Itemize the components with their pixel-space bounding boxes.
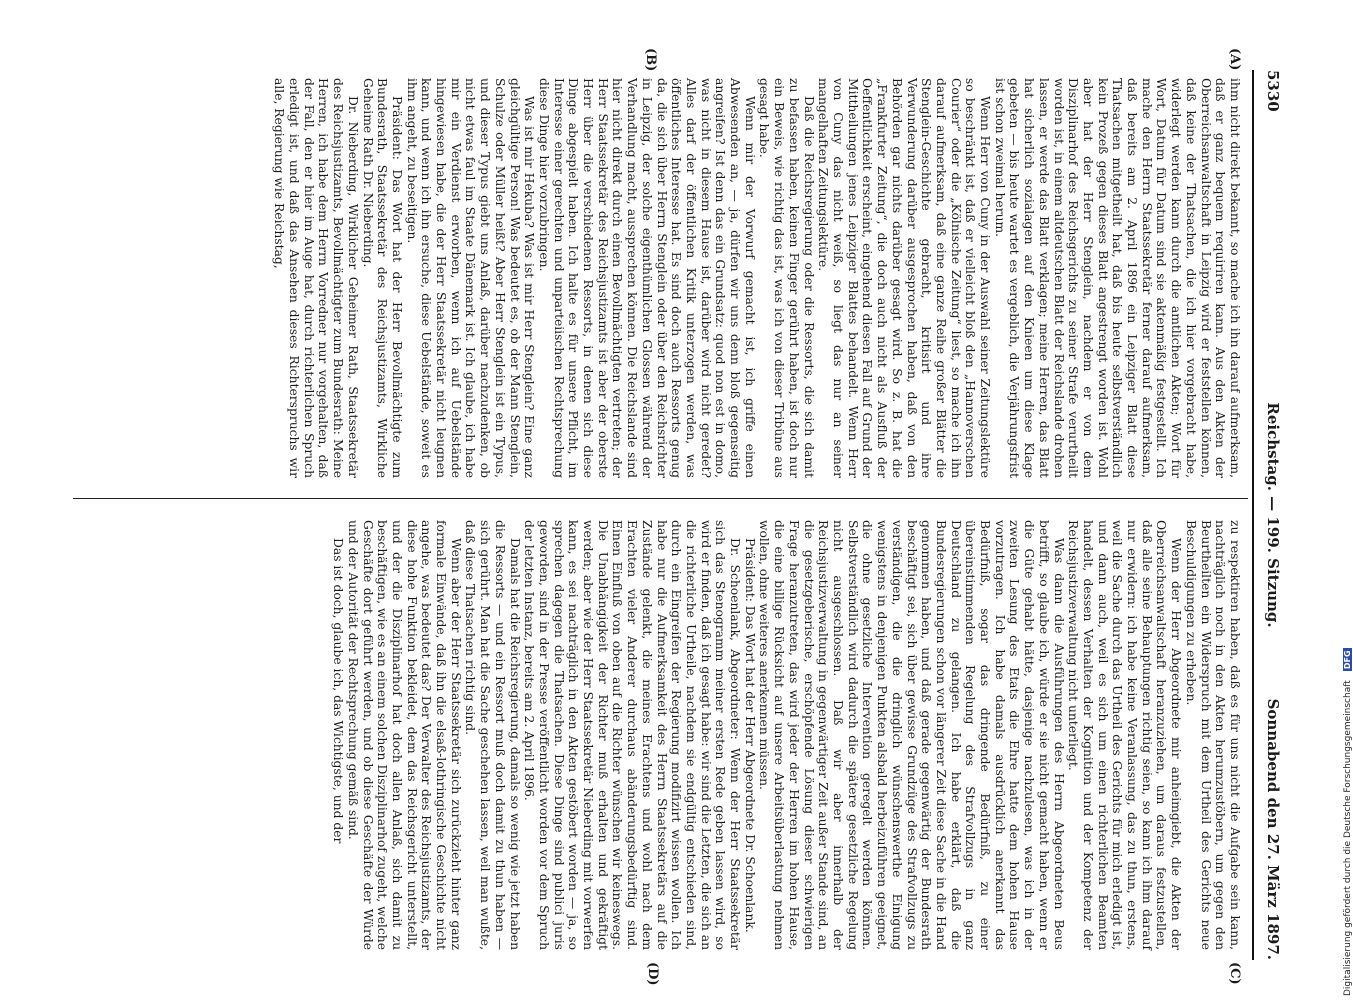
digitization-credit — [1335, 0, 1351, 996]
paragraph: zu respektiren haben, daß es für uns nicht die Aufgabe sein kann, nachträglich noch in den Akten herumzustöbern, um gegen den Beurtheilten ein Widerspruch mit dem Urtheil des Gerichts neue Beschuldigungen zu erheben. — [1183, 520, 1242, 950]
dfg-logo: DFG — [1343, 650, 1352, 670]
paragraph: Dr. Nieberding, Wirklicher Geheimer Rath, Staatssekretär des Reichsjustizamts, Bevollmächtigter zum Bundesrath: Meine Herren, ich habe dem Herrn Vorredner nur vorgehalten, daß der Fall, den er hier im Auge hat, durch richterlichen Spruch erledigt ist, und daß das Ansehen dieses Richterspruchs wir alle, Regierung wie Reichstag, — [272, 78, 360, 478]
paragraph: ihm nicht direkt bekannt, so mache ich ihn darauf aufmerksam, daß er ganz bequem requiriren kann. Aus den Akten der Oberreichsanwaltschaft in Leipzig wird er feststellen können, daß keine der Thatsachen, die ich hier vorgebracht habe, widerlegt werden kann durch die amtlichen Akten; Wort für Wort, Datum für Datum sind sie aktenmäßig festgestellt. Ich mache den Herrn Staatssekretär ferner darauf aufmerksam, daß bereits am 2. April 1896 ein Leipziger Blatt diese Thatsachen mitgetheilt hat, daß bis heute selbstverständlich kein Prozeß gegen dieses Blatt angestrengt worden ist. Wohl aber hat der Herr Stenglein, nachdem er von dem Disziplinarhof des Reichsgerichts zu seiner Strafe verurtheilt worden ist, in einem altdeutschen Blatt der Reichslande drohen lassen, er werde das Blatt verklagen; meine Herren, das Blatt hat sicherlich sozialagen auf den Knieen um diese Klage gebeten — bis heute wartet es vergeblich, die Verjährungsfrist ist schon zweimal herum. — [992, 78, 1242, 478]
paragraph: Damals hat die Reichsregierung, damals so wenig wie jetzt haben die Ressorts — und ein Ressort muß doch damit zu thun haben — sich gerührt. Man hat die Sache geschehen lassen, weil man wußte, daß diese Thatsachen richtig sind. — [463, 520, 522, 950]
margin-marker-b: (B) — [643, 48, 658, 72]
paragraph: Wenn mir der Vorwurf gemacht ist, ich griffe einen Abwesenden an, — ja, dürfen wir uns denn bloß gegenseitig angreifen? Ist denn das ein Grundsatz: quod non est in domo, was nicht in diesem Hause ist, darüber wird nicht geredet? Alles darf der öffentlichen Kritik unterzogen werden, was öffentliches Interesse hat. Es sind doch auch Ressorts genug da, die sich über Herrn Stenglein oder über den Reichsrichter in Leipzig, der solche eigenthümlichen Glossen während der Verhandlung macht, aussprechen können. Die Reichslande sind hier nicht direkt durch einen Bevollmächtigten vertreten; der Herr Staatssekretär des Reichsjustizamts ist aber der oberste Herr über die verschiedenen Ressorts, in denen sich diese Dinge abgespielt haben. Ich halte es für unsere Pflicht, im Interesse einer gerechten und unparteiischen Rechtsprechung diese Dinge hier vorzubringen. — [536, 78, 757, 478]
left-column — [272, 78, 1242, 478]
paragraph: Wenn der Herr Abgeordnete mir anheimgiebt, die Akten der Oberreichsanwaltschaft heranzuziehen, um daraus festzustellen, daß alle seine Behauptungen richtig seien, so kann ich ihm darauf nur erwidern: ich habe keine Veranlassung, das zu thun, erstens, weil die Sache durch das Urtheil des Gerichts für mich erledigt ist, und dann auch, weil es sich um einen richterlichen Beamten handelt, dessen Verhalten der Kognition und der Kompetenz der Reichsjustizverwaltung nicht unterliegt. — [1066, 520, 1184, 950]
paragraph: Das ist doch, glaube ich, das Wichtigste, und der — [331, 538, 346, 844]
credit-text: Digitalisierung gefördert durch die Deutsche Forschungsgemeinschaft — [1343, 680, 1353, 996]
margin-marker-c: (C) — [1227, 962, 1242, 985]
right-column — [330, 520, 1242, 950]
paragraph: Dr. Schoenlank, Abgeordneter: Wenn der Herr Staatssekretär sich das Stenogramm meiner ersten Rede geben lassen wird, so wird er finden, daß ich gesagt habe: wir sind die Letzten, die sich an die richterliche Urtheile, nachdem sie endgültig entschieden sind, durch ein Eingreifen der Regierung modifizirt wissen wollen. Ich habe nur die Aufmerksamkeit des Herrn Staatssekretärs auf die Zustände gelenkt, die meines Erachtens und wohl nach dem Erachten vieler Anderer durchaus abänderungsbedürftig sind. Einen Einfluß von oben auf die Richter wünschen wir keineswegs. Die Unabhängigkeit der Richter muß erhalten und gekräftigt werden; aber wie der Herr Staatssekretär Nieberding mit vorwerfen kann, es sei nachträglich in den Akten gestöbert worden — ja, so sprechen dagegen die Thatsachen. Diese Dinge sind publici juris geworden, sind in der Presse veröffentlicht worden vor dem Spruch der letzten Instanz, bereits am 2. April 1896. — [522, 520, 743, 950]
page-number: 5330 — [1264, 70, 1282, 112]
header-rule — [1252, 70, 1254, 960]
page-title: Reichstag. — 199. Sitzung. — [1264, 402, 1282, 628]
margin-marker-a: (A) — [1227, 48, 1242, 71]
paragraph: Wenn Herr von Cuny in der Auswahl seiner Zeitungslektüre so beschränkt ist, daß er vielleicht bloß den „Hannoverschen Courier“ oder die „Kölnische Zeitung“ liest, so mache ich ihn darauf aufmerksam, daß eine ganze Reihe großer Blätter die Stenglein-Geschichte gebracht, kritisirt und ihre Verwunderung darüber ausgesprochen haben, daß von den Behörden gar nichts darüber gesagt wird. So z. B. hat die „Frankfurter Zeitung“, die doch auch nicht als Ausfluß der Oeffentlichkeit erscheint, eingehend diesen Fall auf Grund der Mittheilungen jenes Leipziger Blattes behandelt. Wenn Herr von Cuny das nicht weiß, so liegt das nur an seiner mangelhaften Zeitungslektüre. — [816, 78, 993, 478]
margin-marker-d: (D) — [645, 962, 660, 986]
paragraph: Präsident: Das Wort hat der Herr Bevollmächtigte zum Bundesrath, Staatssekretär des Reichsjustizamts, Wirkliche Geheime Rath Dr. Nieberding. — [360, 78, 404, 478]
paragraph: Was dann die Ausführungen des Herrn Abgeordneten Beus betrifft, so glaube ich, würde er sie nicht gemacht haben, wenn er die Güte gehabt hätte, dasjenige nachzulesen, was ich in der zweiten Lesung des Etats die Ehre hatte dem hohen Hause vorzutragen. Ich habe damals ausdrücklich anerkannt das Bedürfniß, sogar das dringende Bedürfniß, zu einer übereinstimmenden Regelung des Strafvollzugs in ganz Deutschland zu gelangen. Ich habe erklärt, daß die Bundesregierungen schon vor längerer Zeit diese Sache in die Hand genommen haben, und daß gerade gegenwärtig der Bundesrath beschäftigt sei, sich über gewisse Grundzüge des Strafvollzugs zu verständigen, die die dringlich wünschenswerthe Einigung wenigstens in denjenigen Punkten alsbald herbeizuführen geeignet, die ohne gesetzliche Intervention geregelt werden können. Selbstverständlich wird dadurch die spätere gesetzliche Regelung nicht ausgeschlossen. Daß wir aber innerhalb der Reichsjustizverwaltung in gegenwärtiger Zeit außer Stande sind, an die gesetzgeberische, erschöpfende Lösung dieser schwierigen Frage heranzutreten, das wird jeder der Herren im hohen Hause, die eine billige Rücksicht auf unsere Arbeitsüberlastung nehmen wollen, ohne weiteres anerkennen müssen. — [757, 520, 1066, 950]
paragraph: Was ist mir Hekuba? Was ist mir Herr Stenglein? Eine ganz gleichgültige Person! Was bedeutet es, ob der Mann Stenglein, Schulze oder Müller heißt? Aber Herr Stenglein ist ein Typus, und dieser Typus giebt uns Anlaß, darüber nachzudenken, ob nicht etwas faul im Staate Dänemark ist. Ich glaube, ich habe mir ein Verdienst erworben, wenn ich auf Uebelstände hingewiesen habe, die der Herr Staatssekretär nicht leugnen kann, und wenn ich ihn ersuche, diese Uebelstände, soweit es ihm angeht, zu beseitigen. — [404, 78, 537, 478]
paragraph: Daß die Reichsregierung oder die Ressorts, die sich damit zu befassen haben, keinen Finger gerührt haben, ist doch nur ein Beweis, wie richtig das ist, was ich von dieser Tribüne aus gesagt habe. — [757, 78, 816, 478]
page-header — [1256, 70, 1282, 960]
paragraph: Wenn aber der Herr Staatssekretär sich zurückzieht hinter ganz formale Einwände, daß ihn die elsaß-lothringische Geschichte nicht angehe, was bedeutet das? Der Verwalter des Reichsjustizamts, der diese hohe Funktion bekleidet, dem das Reichsgericht unterstellt, und der die Disziplinarhof hat doch allen Anlaß, sich damit zu beschäftigen, wie es an einem solchen Disziplinarhof zugeht, welche Geschäfte dort geführt werden, und ob diese Geschäfte der Würde und der Autorität der Rechtsprechung gemäß sind. — [345, 520, 463, 950]
page-date: Sonnabend den 27. März 1897. — [1264, 698, 1282, 960]
paragraph: Präsident: Das Wort hat der Herr Abgeordnete Dr. Schoenlank. — [742, 538, 757, 933]
column-divider — [73, 498, 1248, 499]
